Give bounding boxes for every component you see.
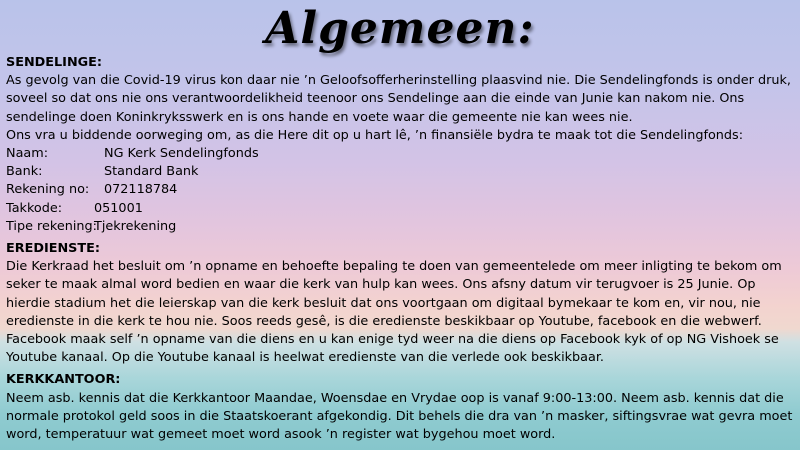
bank-detail-row (6, 218, 796, 236)
bank-detail-value: Tjekrekening (94, 218, 177, 234)
section-heading-kerkkantoor: KERKKANTOOR: (6, 372, 121, 388)
bank-detail-row (6, 145, 796, 163)
bank-detail-label: Rekening no: (6, 182, 90, 198)
sendelinge-paragraph-1: As gevolg van die Covid-19 virus kon daar nie ’n Geloofsofferherinstelling plaasvind nie. Die Sendelingfonds is onder druk, soveel so dat ons nie ons verantwoordelikheid teenoor ons Sendelinge aan die einde van Junie kan nakom nie. Ons sendelinge doen Koninkryksswerk en is ons hande en voete waar die gemeente nie kan wees nie. (6, 73, 791, 125)
section-heading-sendelinge: SENDELINGE: (6, 55, 103, 70)
bank-detail-row (6, 200, 796, 218)
bank-detail-label: Naam: (6, 146, 49, 162)
bank-detail-value: 051001 (94, 200, 143, 216)
kerkkantoor-paragraph: Neem asb. kennis dat die Kerkkantoor Maandae, Woensdae en Vrydae oop is vanaf 9:00-13:00. Neem asb. kennis dat die normale protokol geld soos in die Staatskoerant afgekondig. Dit behels die dra van ’n masker, siftingsvrae wat gevra moet word, temperatuur wat gemeet moet word asook ’n register wat bygehou moet word. (6, 390, 793, 443)
bank-detail-value: Standard Bank (104, 164, 199, 180)
bank-detail-value: NG Kerk Sendelingfonds (104, 146, 259, 162)
bank-detail-row (6, 181, 796, 199)
bank-detail-value: 072118784 (104, 182, 178, 198)
slide-title: Algemeen: (265, 3, 535, 54)
bank-detail-row (6, 163, 796, 181)
bank-detail-label: Takkode: (6, 200, 63, 216)
bank-detail-label: Bank: (6, 164, 43, 180)
eredienste-paragraph: Die Kerkraad het besluit om ’n opname en behoefte bepaling te doen van gemeentelede om meer inligting te bekom om seker te maak almal word bedien en waar die kerk van hulp kan wees. Ons afsny datum vir terugvoer is 25 Junie. Op hierdie stadium het die leierskap van die kerk besluit dat ons voortgaan om digitaal bymekaar te kom en, vir nou, nie eredienste in die kerk te hou nie. Soos reeds gesê, is die eredienste beskikbaar op Youtube, facebook en die webwerf. Facebook maak self ’n opname van die diens en u kan enige tyd weer na die diens op Facebook kyk of op NG Vishoek se Youtube kanaal. Op die Youtube kanaal is heelwat eredienste van die verlede ook beskikbaar. (6, 259, 782, 366)
slide-content (6, 54, 796, 444)
bank-details (6, 145, 796, 236)
sendelinge-paragraph-2: Ons vra u biddende oorweging om, as die Here dit op u hart lê, ’n finansiële bydra te maak tot die Sendelingfonds: (6, 127, 744, 143)
bank-detail-label: Tipe rekening: (6, 218, 97, 234)
section-heading-eredienste: EREDIENSTE: (6, 241, 100, 257)
